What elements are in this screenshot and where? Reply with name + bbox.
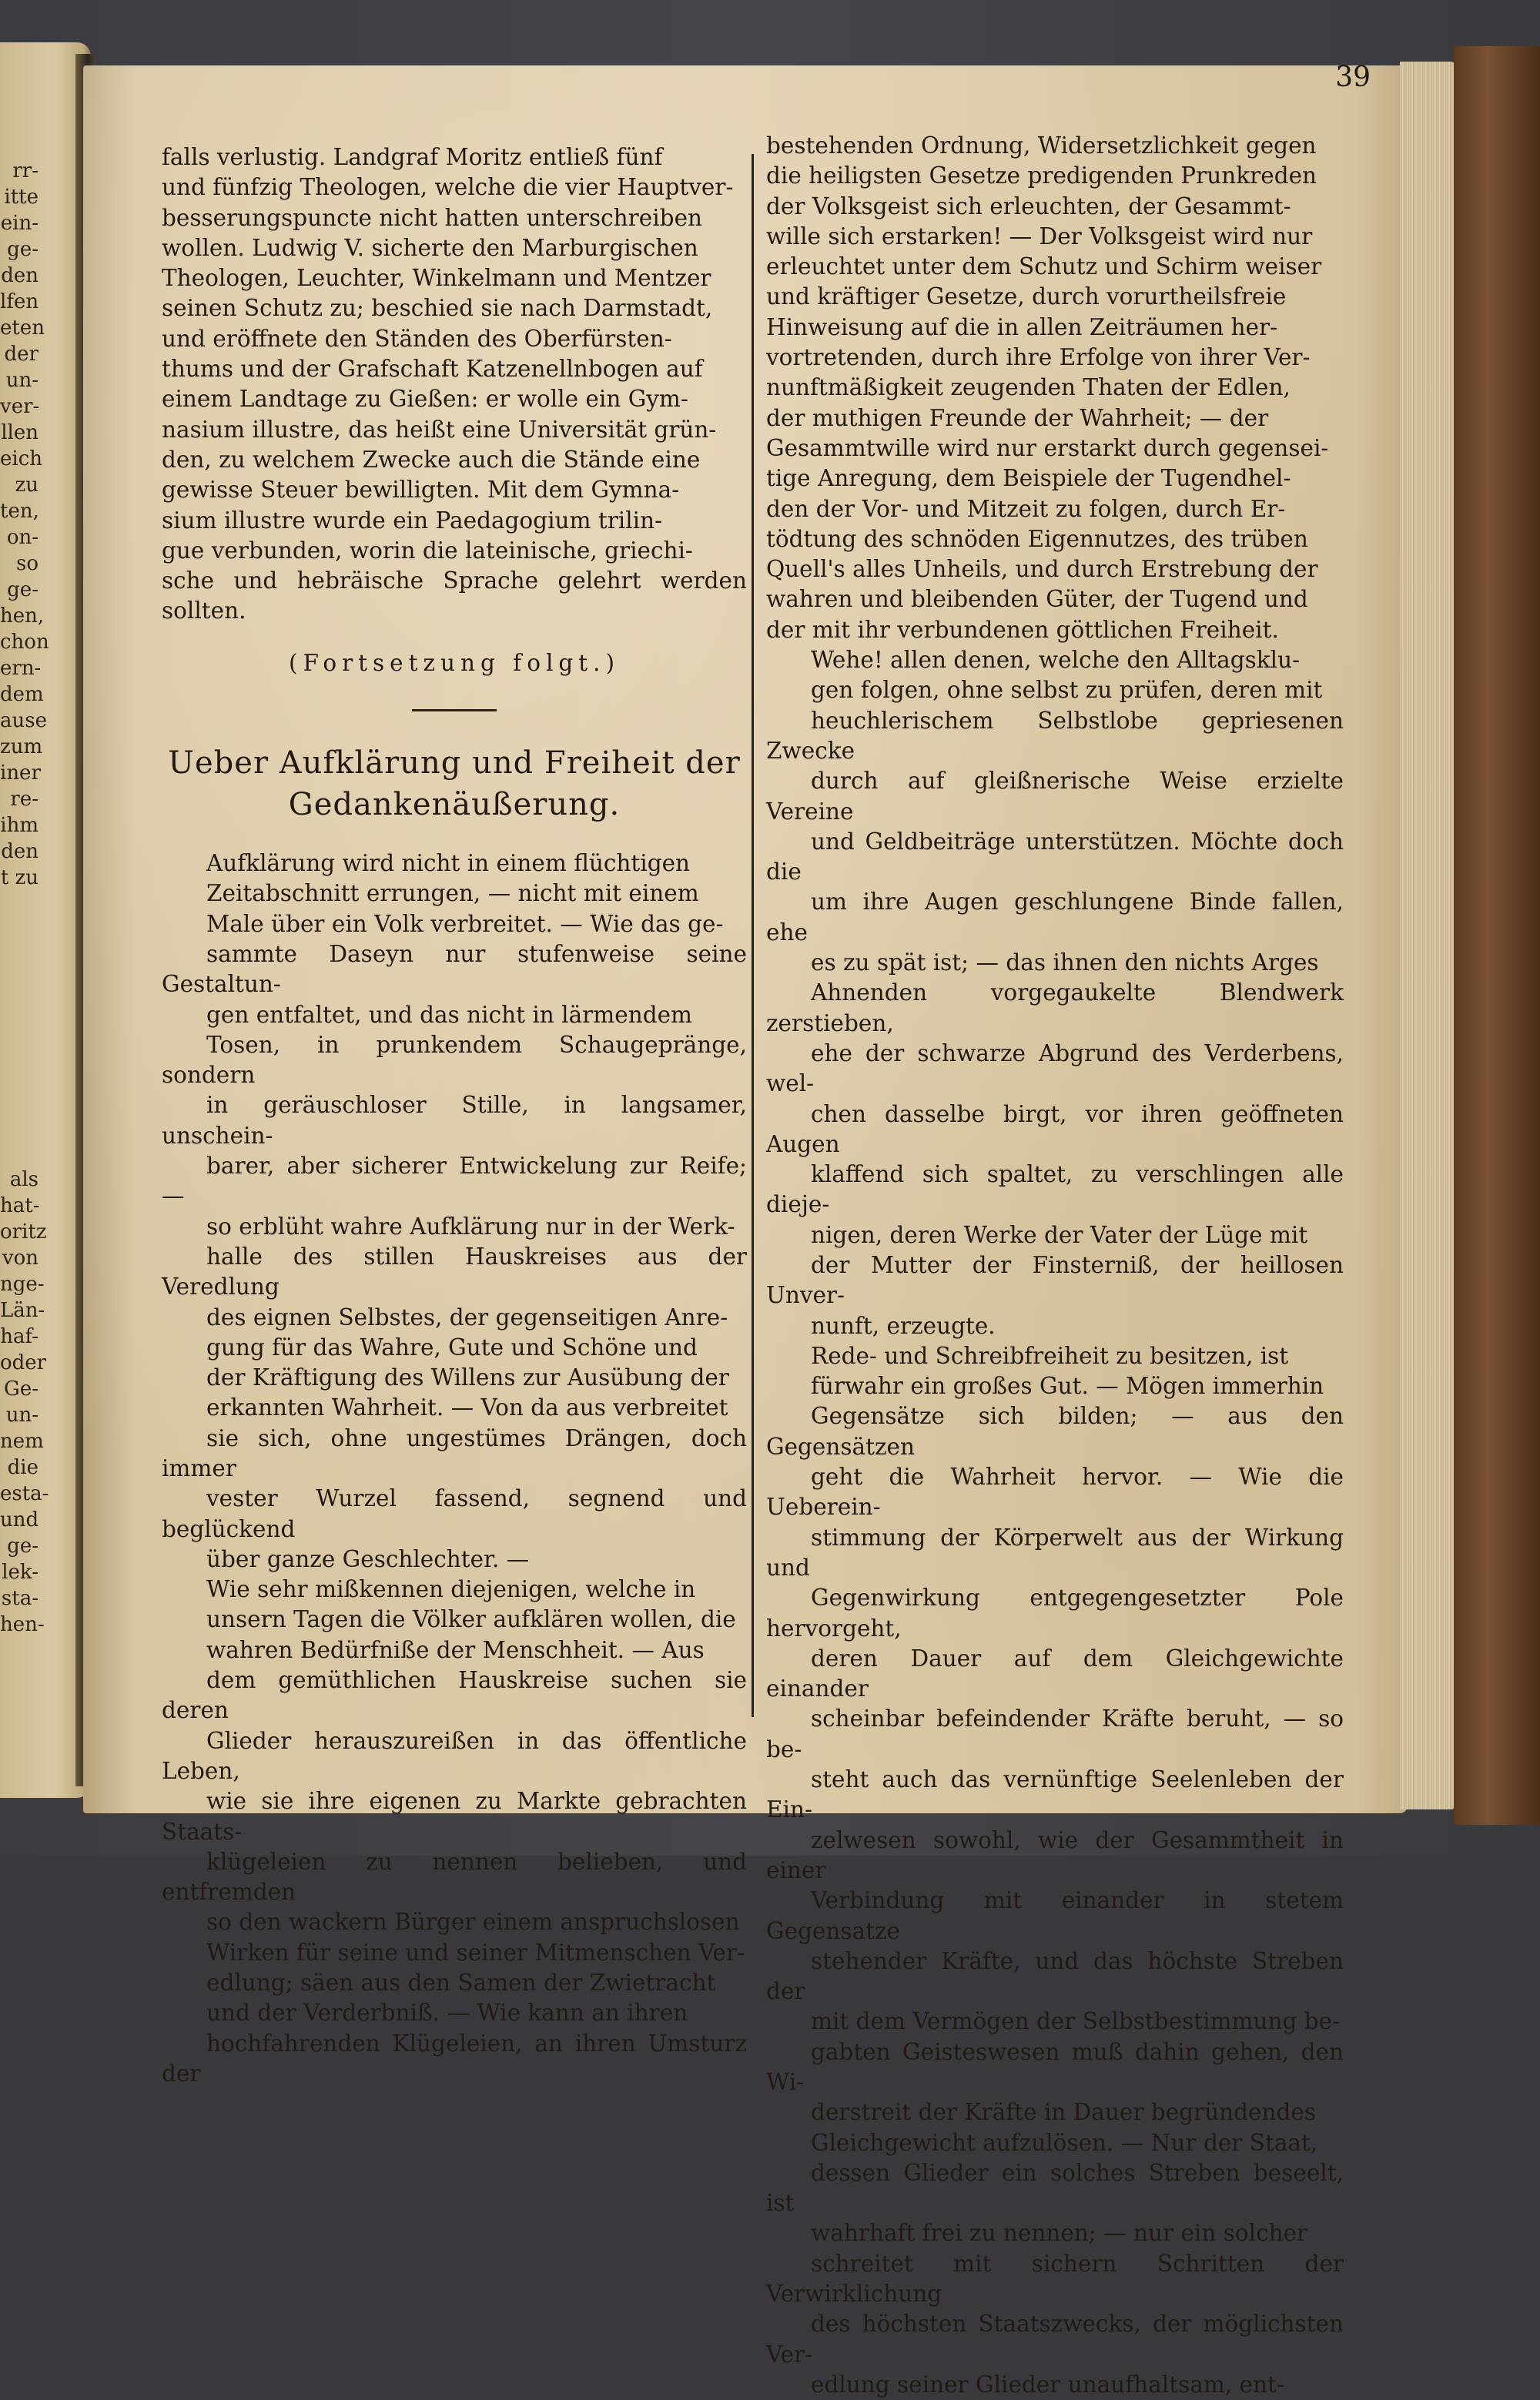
text-line: llen: [1, 421, 38, 444]
text-line: und kräftiger Gesetze, durch vorurtheilsfreie: [766, 283, 1287, 310]
text-line: on-: [6, 526, 38, 549]
text-line: und der Verderbniß. — Wie kann an ihren: [206, 2000, 688, 2027]
text-line: Verbindung mit einander in stetem Gegensatze: [766, 1887, 1344, 1944]
text-line: nge-: [0, 1273, 45, 1296]
text-line: scheinbar befeindender Kräfte beruht, — so be-: [766, 1705, 1344, 1762]
text-line: Aufklärung wird nicht in einem flüchtigen: [206, 850, 691, 877]
text-line: itte: [4, 186, 38, 209]
text-line: ihm: [0, 814, 38, 837]
text-line: über ganze Geschlechter. —: [206, 1545, 530, 1572]
text-line: dem gemüthlichen Hauskreise suchen sie deren: [162, 1667, 747, 1724]
text-line: eich: [0, 447, 43, 470]
article-paragraph-5: [766, 1341, 1344, 2400]
text-line: und: [0, 1508, 39, 1531]
text-line: oder: [0, 1351, 47, 1374]
text-line: Gleichgewicht aufzulösen. — Nur der Staat,: [811, 2129, 1318, 2156]
text-line: der mit ihr verbundenen göttlichen Freiheit.: [766, 616, 1279, 643]
text-line: un-: [5, 369, 38, 392]
text-line: tige Anregung, dem Beispiele der Tugendhel-: [766, 465, 1291, 492]
text-line: wille sich erstarken! — Der Volksgeist wird nur: [766, 223, 1313, 249]
column-rule: [752, 154, 754, 1717]
text-line: chon: [0, 631, 49, 654]
text-line: ge-: [7, 238, 38, 261]
text-line: stimmung der Körperwelt aus der Wirkung und: [766, 1524, 1344, 1581]
text-line: Gegensätze sich bilden; — aus den Gegensätzen: [766, 1403, 1344, 1460]
text-line: sammte Daseyn nur stufenweise seine Gestaltun-: [162, 940, 747, 998]
text-line: nigen, deren Werke der Vater der Lüge mit: [811, 1221, 1308, 1248]
text-line: nunft, erzeugte.: [811, 1312, 996, 1339]
text-line: sta-: [1, 1587, 38, 1610]
text-line: Wehe! allen denen, welche den Alltagsklu-: [811, 647, 1301, 674]
text-line: re-: [10, 788, 38, 811]
text-line: den, zu welchem Zwecke auch die Stände eine: [162, 446, 701, 473]
text-line: edlung; säen aus den Samen der Zwietracht: [206, 1970, 716, 1997]
text-line: Wie sehr mißkennen diejenigen, welche in: [206, 1576, 696, 1603]
text-line: nunftmäßigkeit zeugenden Thaten der Edlen,: [766, 374, 1291, 401]
text-line: gewisse Steuer bewilligten. Mit dem Gymna-: [162, 477, 680, 504]
text-line: heuchlerischem Selbstlobe gepriesenen Zwecke: [766, 707, 1344, 764]
text-line: Wirken für seine und seiner Mitmenschen Ver-: [206, 1939, 745, 1966]
article-paragraph-4: [766, 645, 1344, 1341]
text-line: gung für das Wahre, Gute und Schöne und: [206, 1334, 698, 1361]
text-line: fürwahr ein großes Gut. — Mögen immerhin: [811, 1373, 1324, 1400]
text-line: nasium illustre, das heißt eine Universität grün-: [162, 416, 717, 443]
text-line: rr-: [12, 159, 38, 182]
text-line: der Volksgeist sich erleuchten, der Gesammt-: [766, 192, 1291, 219]
text-line: bestehenden Ordnung, Widersetzlichkeit gegen: [766, 132, 1317, 159]
text-line: zu: [15, 474, 38, 497]
text-line: Tosen, in prunkendem Schaugepränge, sondern: [162, 1031, 747, 1089]
text-line: thums und der Grafschaft Katzenellnbogen auf: [162, 356, 703, 383]
text-line: der Mutter der Finsterniß, der heillosen Unver-: [766, 1251, 1344, 1309]
left-column: [162, 142, 747, 2089]
text-line: oritz: [0, 1220, 47, 1244]
text-line: dem: [0, 683, 44, 706]
text-line: klaffend sich spaltet, zu verschlingen alle dieje-: [766, 1161, 1344, 1218]
text-line: eten: [0, 316, 45, 340]
text-line: esta-: [0, 1482, 49, 1505]
text-line: halle des stillen Hauskreises aus der Veredlung: [162, 1243, 747, 1300]
text-line: ge-: [7, 1535, 38, 1558]
text-line: so: [16, 552, 38, 575]
text-line: erleuchtet unter dem Schutz und Schirm weiser: [766, 253, 1322, 280]
text-line: chen dasselbe birgt, vor ihren geöffneten Augen: [766, 1100, 1344, 1157]
text-line: lfen: [0, 290, 39, 313]
text-line: um ihre Augen geschlungene Binde fallen, ehe: [766, 889, 1344, 946]
text-line: Gegenwirkung entgegengesetzter Pole hervorgeht,: [766, 1585, 1344, 1642]
text-line: den: [1, 840, 38, 863]
text-line: ver-: [0, 395, 40, 418]
article-title: [162, 742, 747, 825]
text-line: so erblüht wahre Aufklärung nur in der Werk-: [206, 1213, 735, 1240]
text-line: hat-: [0, 1194, 40, 1217]
text-line: zum: [0, 735, 43, 758]
text-line: von: [2, 1247, 38, 1270]
text-line: un-: [5, 1404, 38, 1427]
text-line: wahrhaft frei zu nennen; — nur ein solcher: [811, 2220, 1308, 2247]
facing-page-fragments-lower: [0, 1167, 49, 1638]
text-line: Län-: [0, 1299, 45, 1322]
text-line: steht auch das vernünftige Seelenleben der Ein-: [766, 1766, 1344, 1823]
text-line: hen,: [0, 604, 45, 628]
text-line: klügeleien zu nennen belieben, und entfremden: [162, 1848, 747, 1906]
text-line: gabten Geisteswesen muß dahin gehen, den Wi-: [766, 2038, 1344, 2095]
article-paragraph-1: [162, 849, 747, 1575]
text-line: gen folgen, ohne selbst zu prüfen, deren mit: [811, 677, 1323, 704]
text-line: durch auf gleißnerische Weise erzielte Vereine: [766, 768, 1344, 825]
text-line: zelwesen sowohl, wie der Gesammtheit in einer: [766, 1826, 1344, 1883]
text-line: derstreit der Kräfte in Dauer begründendes: [811, 2099, 1316, 2126]
text-line: Hinweisung auf die in allen Zeiträumen her-: [766, 313, 1278, 340]
text-line: der: [4, 343, 38, 366]
text-line: iner: [0, 762, 41, 785]
text-line: des eignen Selbstes, der gegenseitigen Anre-: [206, 1304, 728, 1331]
text-line: dessen Glieder ein solches Streben beseelt, ist: [766, 2159, 1344, 2217]
text-line: hen-: [0, 1613, 45, 1636]
text-line: sie sich, ohne ungestümes Drängen, doch immer: [162, 1424, 747, 1481]
text-line: nem: [0, 1430, 44, 1453]
text-line: Zeitabschnitt errungen, — nicht mit einem: [206, 880, 699, 907]
page-stack-edge: [1400, 62, 1455, 1809]
text-line: erkannten Wahrheit. — Von da aus verbreitet: [206, 1394, 728, 1421]
text-line: falls verlustig. Landgraf Moritz entließ fünf: [162, 144, 663, 170]
text-line: der muthigen Freunde der Wahrheit; — der: [766, 404, 1269, 431]
text-line: als: [9, 1168, 38, 1191]
text-line: in geräuschloser Stille, in langsamer, unschein-: [162, 1092, 747, 1149]
text-line: die heiligsten Gesetze predigenden Prunkreden: [766, 162, 1317, 189]
intro-paragraph: [162, 142, 747, 627]
text-line: Ahnenden vorgegaukelte Blendwerk zerstieben,: [766, 979, 1344, 1036]
text-line: edlung seiner Glieder unaufhaltsam, ent-: [811, 2371, 1284, 2398]
text-line: unsern Tagen die Völker aufklären wollen, die: [206, 1606, 736, 1633]
text-line: des höchsten Staatszwecks, der möglichsten Ver-: [766, 2311, 1344, 2368]
text-line: vester Wurzel fassend, segnend und beglückend: [162, 1485, 747, 1542]
text-line: einem Landtage zu Gießen: er wolle ein Gym-: [162, 386, 688, 413]
text-line: stehender Kräfte, und das höchste Streben der: [766, 1947, 1344, 2005]
text-line: ein-: [0, 212, 38, 235]
text-line: t zu: [0, 866, 38, 889]
text-line: tödtung des schnöden Eigennutzes, des trüben: [766, 525, 1308, 552]
text-line: gue verbunden, worin die lateinische, griechi-: [162, 537, 693, 564]
text-line: schreitet mit sichern Schritten der Verwirklichung: [766, 2250, 1344, 2308]
text-line: sium illustre wurde ein Paedagogium trilin-: [162, 507, 663, 534]
text-line: ge-: [7, 578, 38, 601]
continued-notice: (Fortsetzung folgt.): [288, 649, 621, 676]
text-line: hochfahrenden Klügeleien, an ihren Umsturz der: [162, 2030, 747, 2087]
text-line: Quell's alles Unheils, und durch Erstrebung der: [766, 556, 1318, 583]
text-line: geht die Wahrheit hervor. — Wie die Ueberein-: [766, 1464, 1344, 1521]
text-line: wie sie ihre eigenen zu Markte gebrachten Staats-: [162, 1788, 747, 1845]
text-line: ause: [0, 709, 47, 732]
text-line: gen entfaltet, und das nicht in lärmendem: [206, 1001, 693, 1028]
facing-page-fragments-upper: [0, 158, 49, 891]
page-number: 39: [1335, 62, 1371, 93]
text-line: wahren und bleibenden Güter, der Tugend und: [766, 586, 1308, 613]
text-line: vortretenden, durch ihre Erfolge von ihrer Ver-: [766, 344, 1311, 371]
text-line: Male über ein Volk verbreitet. — Wie das ge-: [206, 910, 724, 937]
text-line: die: [7, 1456, 38, 1479]
text-line: ten,: [0, 500, 39, 523]
text-line: Gesammtwille wird nur erstarkt durch gegensei-: [766, 434, 1329, 461]
text-line: den der Vor- und Mitzeit zu folgen, durch Er-: [766, 495, 1286, 522]
text-line: wollen. Ludwig V. sicherte den Marburgischen: [162, 234, 698, 261]
text-line: der Kräftigung des Willens zur Ausübung der: [206, 1364, 729, 1391]
text-line: es zu spät ist; — das ihnen den nichts Arges: [811, 949, 1319, 976]
text-line: haf-: [0, 1325, 38, 1348]
text-line: und Geldbeiträge unterstützen. Möchte doch die: [766, 828, 1344, 885]
text-line: mit dem Vermögen der Selbstbestimmung be-: [811, 2008, 1341, 2035]
article-title-line-1: Ueber Aufklärung und Freiheit der: [168, 745, 741, 782]
book-cover-edge: [1454, 46, 1540, 1825]
text-line: sche und hebräische Sprache gelehrt werden sollten.: [162, 567, 747, 624]
text-line: Ge-: [4, 1377, 38, 1401]
text-line: ehe der schwarze Abgrund des Verderbens, wel-: [766, 1039, 1344, 1097]
text-line: so den wackern Bürger einem anspruchslosen: [206, 1909, 740, 1936]
article-paragraph-3: [766, 131, 1344, 645]
text-line: Rede- und Schreibfreiheit zu besitzen, ist: [811, 1342, 1289, 1369]
text-line: Theologen, Leuchter, Winkelmann und Mentzer: [162, 265, 711, 292]
text-line: barer, aber sicherer Entwickelung zur Reife; —: [162, 1153, 747, 1210]
text-line: und fünfzig Theologen, welche die vier Hauptver-: [162, 174, 734, 201]
text-line: besserungspuncte nicht hatten unterschreiben: [162, 204, 703, 231]
text-line: ern-: [0, 657, 42, 680]
section-divider: [412, 709, 497, 711]
text-line: wahren Bedürfniße der Menschheit. — Aus: [206, 1636, 705, 1663]
text-line: und eröffnete den Ständen des Oberfürsten-: [162, 325, 672, 352]
right-column: [766, 131, 1344, 2400]
text-line: Glieder herauszureißen in das öffentliche Leben,: [162, 1727, 747, 1784]
text-line: den: [1, 264, 38, 287]
text-line: lek-: [2, 1561, 38, 1584]
text-line: deren Dauer auf dem Gleichgewichte einander: [766, 1645, 1344, 1702]
article-paragraph-2: [162, 1575, 747, 2089]
article-title-line-2: Gedankenäußerung.: [288, 787, 621, 823]
text-line: seinen Schutz zu; beschied sie nach Darmstadt,: [162, 295, 713, 322]
